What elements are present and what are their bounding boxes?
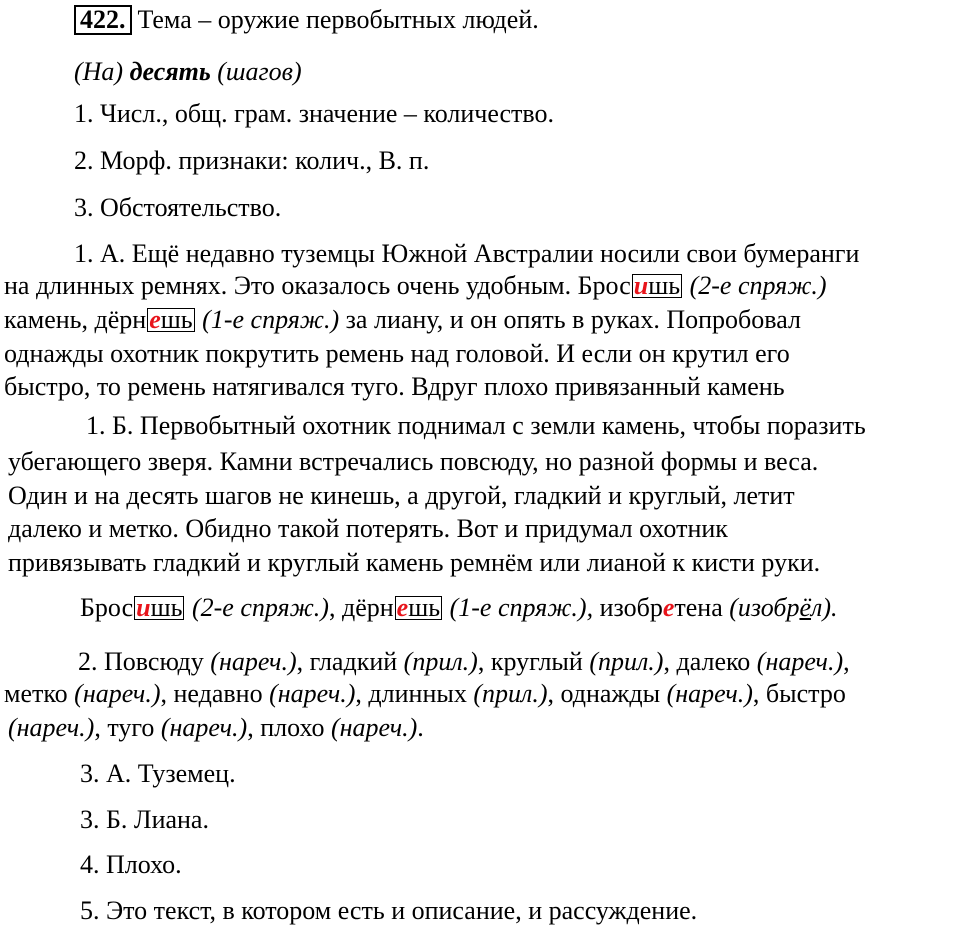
text-fragment: камень, дёрн (4, 305, 147, 334)
text-fragment: за лиану, и он опять в руках. Попробовал (345, 305, 801, 334)
part-of-speech-note: (прил.) (473, 679, 548, 708)
highlight-letter: и (633, 271, 649, 300)
highlight-letter: е (662, 593, 675, 622)
part-of-speech-note: (нареч.) (666, 679, 753, 708)
conjugation-note: (2-е спряж.) (689, 271, 827, 300)
part-of-speech-note: (нареч.) (160, 713, 248, 742)
word-analysis (74, 56, 302, 88)
adverb-word: , быстро (752, 679, 846, 708)
text-b-line: 1. Б. Первобытный охотник поднимал с земли камень, чтобы поразить (86, 411, 866, 440)
ending-text: шь (150, 593, 183, 622)
analysis-item: 1. Числ., общ. грам. значение – количество. (74, 99, 555, 128)
adverb-word: , туго (94, 713, 161, 742)
adverbs-line (8, 712, 424, 744)
analyzed-word: десять (129, 57, 211, 86)
part-of-speech-note: (прил.) (589, 647, 664, 676)
text-fragment: л). (811, 593, 838, 622)
answer-item: 4. Плохо. (80, 850, 182, 879)
part-of-speech-note: (нареч.) (330, 713, 418, 742)
conjugation-note: (1-е спряж.) (202, 305, 340, 334)
analysis-item: 3. Обстоятельство. (74, 193, 282, 222)
ending-box (395, 593, 442, 622)
word-post: (шагов) (217, 57, 302, 86)
adverb-word: , однажды (547, 679, 667, 708)
adverb-word: 2. Повсюду (78, 647, 211, 676)
ending-box (632, 271, 682, 300)
part-of-speech-note: (нареч.) (8, 713, 95, 742)
text-b-line: далеко и метко. Обидно такой потерять. Вот и придумал охотник (8, 514, 728, 543)
conjugation-note: (1-е спряж.), (449, 593, 594, 622)
analysis-item: 2. Морф. признаки: колич., В. п. (74, 146, 430, 175)
text-b-line: убегающего зверя. Камни встречались повсюду, но разной формы и веса. (8, 447, 819, 476)
part-of-speech-note: (нареч.) (210, 647, 297, 676)
text-a-line (4, 270, 827, 302)
adverb-word: , недавно (160, 679, 270, 708)
part-of-speech-note: (нареч.) (756, 647, 844, 676)
adverb-word: , гладкий (296, 647, 404, 676)
underlined-letter: ё (799, 593, 811, 622)
highlight-letter: и (136, 593, 151, 622)
adverb-word: метко (4, 679, 75, 708)
adverbs-line (78, 646, 850, 678)
text-a-line: быстро, то ремень натягивался туго. Вдруг плохо привязанный камень (4, 372, 785, 401)
text-fragment: тена (674, 593, 723, 622)
exercise-title: Тема – оружие первобытных людей. (137, 5, 539, 34)
text-fragment: на длинных ремнях. Это оказалось очень удобным. Брос (4, 271, 631, 300)
word-pre: (На) (74, 57, 124, 86)
ending-text: шь (408, 593, 441, 622)
adverb-word: , длинных (355, 679, 474, 708)
adverb-word: , плохо (247, 713, 331, 742)
exercise-header (74, 4, 539, 36)
highlight-letter: е (149, 305, 161, 334)
adverb-word: . (417, 713, 424, 742)
answer-item: 3. А. Туземец. (80, 759, 236, 788)
exercise-number: 422. (74, 5, 132, 35)
answer-item: 5. Это текст, в котором есть и описание, и рассуждение. (80, 896, 698, 925)
text-b-line: Один и на десять шагов не кинешь, а другой, гладкий и круглый, летит (8, 481, 795, 510)
text-b-line: привязывать гладкий и круглый камень ремнём или лианой к кисти руки. (8, 548, 821, 577)
verb-note (729, 593, 837, 622)
part-of-speech-note: (нареч.) (269, 679, 356, 708)
part-of-speech-note: (нареч.) (74, 679, 161, 708)
text-a-line: 1. А. Ещё недавно туземцы Южной Австралии носили свои бумеранги (74, 239, 860, 268)
answer-item: 3. Б. Лиана. (80, 805, 209, 834)
part-of-speech-note: (прил.) (403, 647, 478, 676)
adverbs-line (4, 678, 846, 710)
text-fragment: (изобр (729, 593, 800, 622)
text-fragment: изобр (599, 593, 663, 622)
ending-box (134, 593, 184, 622)
highlight-letter: е (396, 593, 409, 622)
adverb-word: , (843, 647, 850, 676)
ending-box (147, 305, 194, 334)
ending-text: шь (648, 271, 681, 300)
adverb-word: , далеко (663, 647, 757, 676)
text-a-line (4, 304, 801, 336)
text-a-line: однажды охотник покрутить ремень над головой. И если он крутил его (4, 339, 790, 368)
adverb-word: , круглый (477, 647, 590, 676)
verbs-line (80, 592, 838, 624)
ending-text: шь (160, 305, 193, 334)
text-fragment: , дёрн (328, 593, 394, 622)
text-fragment: Брос (80, 593, 134, 622)
conjugation-note: (2-е спряж.) (191, 593, 329, 622)
